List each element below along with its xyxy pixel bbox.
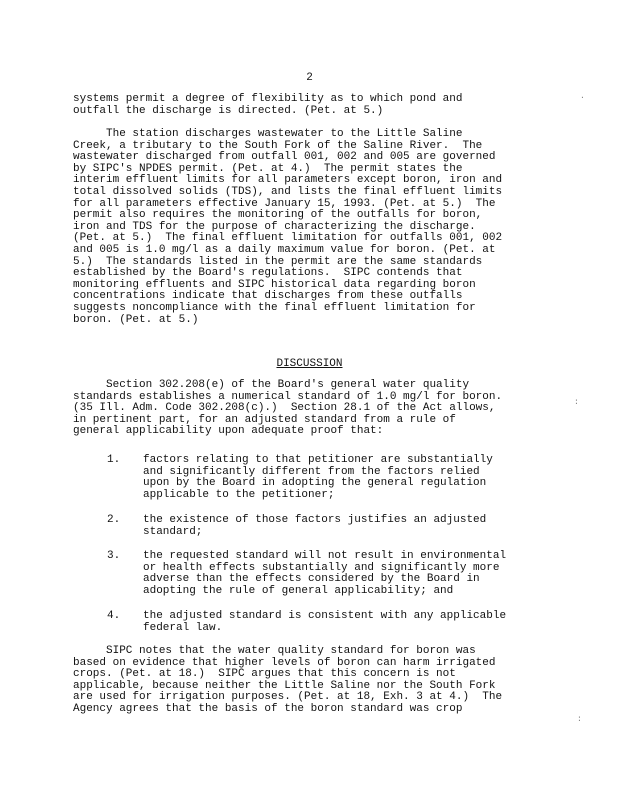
discussion-heading: DISCUSSION (276, 358, 343, 370)
scan-speck: : (577, 715, 582, 724)
scan-speck: : (574, 398, 579, 407)
list-item-text: the adjusted standard is consistent with any applicable federal law. (143, 610, 507, 634)
list-item-text: the requested standard will not result in environmental or health effects substantially and significantly more adverse than the effects considered by the Board in adopting the rule of general applicability; and (143, 550, 507, 597)
paragraph-section-302: Section 302.208(e) of the Board's general water quality standards establishes a numerical standard of 1.0 mg/l for boron. (35 Ill. Adm. Code 302.208(c).) Section 28.1 of the Act allows, in pertinent part, for an adjusted standard from a rule of general applicability upon adequate proof that: (73, 379, 503, 438)
page-number: 2 (306, 72, 313, 84)
paragraph-sipc-notes: SIPC notes that the water quality standard for boron was based on evidence that higher levels of boron can harm irrigated crops. (Pet. at 18.) SIPC argues that this concern is not applicable, because neither the Little Saline nor the South Fork are used for irrigation purposes. (Pet. at 18, Exh. 3 at 4.) The Agency agrees that the basis of the boron standard was crop (73, 645, 503, 715)
paragraph-station-discharge: The station discharges wastewater to the Little Saline Creek, a tributary to the South Fork of the Saline River. The wastewater discharged from outfall 001, 002 and 005 are governed by SIPC's NPDES permit. (Pet. at 4.) The permit states the interim effluent limits for all parameters except boron, iron and total dissolved solids (TDS), and lists the final effluent limits for all parameters effective January 15, 1993. (Pet. at 5.) The permit also requires the monitoring of the outfalls for boron, iron and TDS for the purpose of characterizing the discharge. (Pet. at 5.) The final effluent limitation for outfalls 001, 002 and 005 is 1.0 mg/l as a daily maximum value for boron. (Pet. at 5.) The standards listed in the permit are the same standards established by the Board's regulations. SIPC contends that monitoring effluents and SIPC historical data regarding boron concentrations indicate that discharges from these outfalls suggests noncompliance with the final effluent limitation for boron. (Pet. at 5.) (73, 128, 503, 326)
list-item-text: factors relating to that petitioner are substantially and significantly different from the factors relied upon by the Board in adopting the general regulation applicable to the petitioner; (143, 454, 493, 501)
list-item-number: 2. (107, 514, 121, 526)
scan-speck: . (580, 92, 585, 101)
list-item-number: 4. (107, 610, 121, 622)
section-heading (0, 358, 619, 370)
list-item-text: the existence of those factors justifies an adjusted standard; (143, 514, 487, 538)
list-item-number: 3. (107, 550, 121, 562)
list-item-number: 1. (107, 454, 121, 466)
paragraph-intro: systems permit a degree of flexibility as to which pond and outfall the discharge is directed. (Pet. at 5.) (73, 93, 463, 117)
